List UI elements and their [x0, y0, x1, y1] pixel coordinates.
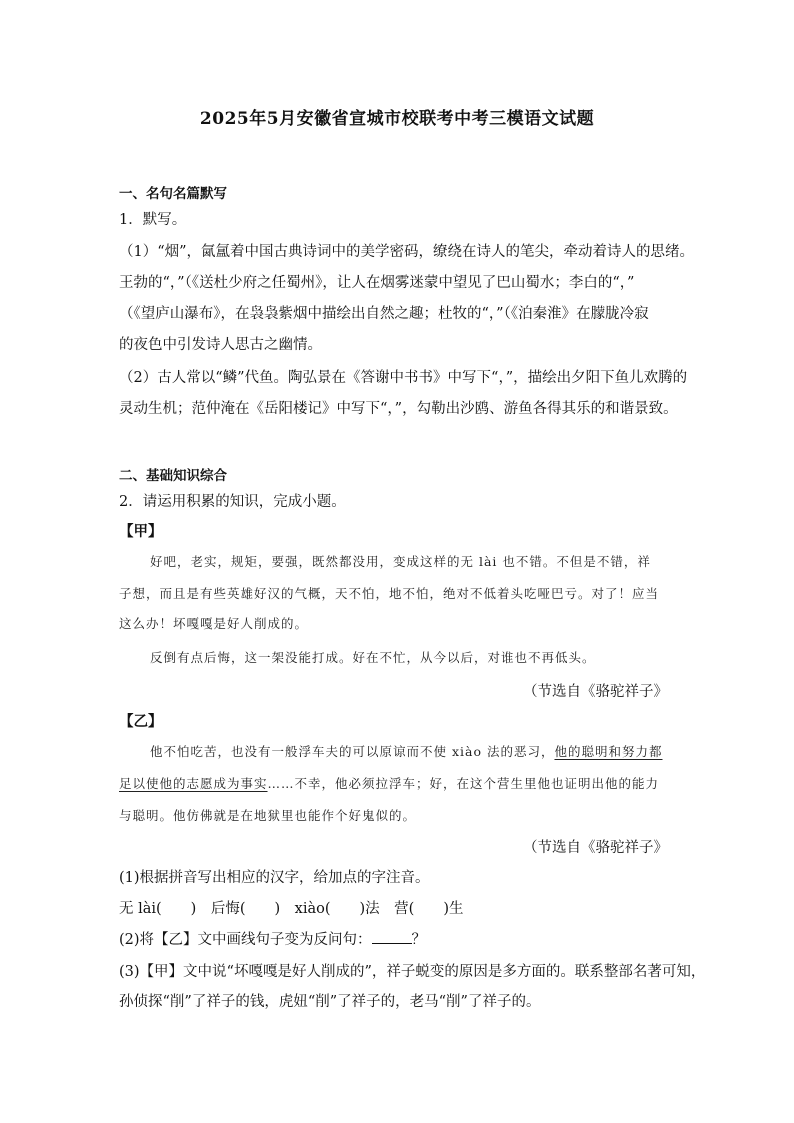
- yi-line-3: 与聪明。他仿佛就是在地狱里也能作个好鬼似的。: [119, 808, 417, 823]
- answer-blank[interactable]: [372, 931, 412, 944]
- yi-underlined-sentence-part-1: 他的聪明和努力都: [554, 744, 663, 759]
- question-1-label: 1．默写。: [119, 212, 187, 228]
- sub-question-1: (1)根据拼音写出相应的汉字，给加点的字注音。: [119, 870, 430, 886]
- jia-line-3: 这么办！坏嘎嘎是好人削成的。: [119, 616, 309, 631]
- jia-line-2: 子想，而且是有些英雄好汉的气概，天不怕，地不怕，绝对不低着头吃哑巴亏。对了！应当: [119, 586, 660, 601]
- jia-line-4: 反倒有点后悔，这一架没能打成。好在不忙，从今以后，对谁也不再低头。: [150, 650, 596, 665]
- sub-question-2-text: (2)将【乙】文中画线句子变为反问句：: [119, 932, 372, 948]
- yi-underlined-sentence-part-2: 足以使他的志愿成为事实: [119, 776, 268, 791]
- passage-yi-label: 【乙】: [119, 713, 163, 730]
- q1-line-1: （1）“烟”，氤氲着中国古典诗词中的美学密码，缭绕在诗人的笔尖，牵动着诗人的思绪。: [119, 244, 695, 260]
- q1-line-6: 灵动生机；范仲淹在《岳阳楼记》中写下“，”，勾勒出沙鸥、游鱼各得其乐的和谐景致。: [119, 401, 678, 417]
- q1-line-2: 王勃的“，”（《送杜少府之任蜀州》，让人在烟雾迷蒙中望见了巴山蜀水；李白的“，”: [119, 275, 635, 291]
- sub-question-1-items: 无 lài( ) 后悔( ) xiào( )法 营( )生: [119, 901, 464, 917]
- yi-line-1: [150, 742, 710, 760]
- q1-line-5: （2）古人常以“鳞”代鱼。陶弘景在《答谢中书书》中写下“，”，描绘出夕阳下鱼儿欢腾的: [119, 370, 688, 386]
- section-heading-2: 二、基础知识综合: [119, 468, 227, 484]
- sub-question-2-end: ？: [411, 932, 427, 948]
- yi-line-2: [119, 774, 679, 792]
- jia-line-1: 好吧，老实，规矩，要强，既然都没用，变成这样的无 lài 也不错。不但是不错，祥: [150, 554, 651, 569]
- passage-jia-label: 【甲】: [119, 523, 163, 540]
- yi-line-2-plain: ……不幸，他必须拉浮车；好，在这个营生里他也证明出他的能力: [267, 776, 660, 791]
- sub-question-3-line-2: 孙侦探“削”了祥子的钱，虎妞“削”了祥子的，老马“削”了祥子的。: [119, 994, 541, 1010]
- yi-source: （节选自《骆驼祥子》: [523, 840, 668, 856]
- yi-line-1-plain: 他不怕吃苦，也没有一般浮车夫的可以原谅而不使 xiào 法的恶习，: [150, 744, 555, 759]
- q1-line-3: （《望庐山瀑布》，在袅袅紫烟中描绘出自然之趣；杜牧的“，”（《泊秦淮》在朦胧冷寂: [119, 306, 649, 322]
- question-2-label: 2．请运用积累的知识，完成小题。: [119, 494, 346, 510]
- sub-question-2: [119, 928, 679, 949]
- section-heading-1: 一、名句名篇默写: [119, 186, 227, 202]
- sub-question-3-line-1: (3)【甲】文中说“坏嘎嘎是好人削成的”，祥子蜕变的原因是多方面的。联系整部名著可知，: [119, 964, 706, 980]
- q1-line-4: 的夜色中引发诗人思古之幽情。: [119, 337, 322, 353]
- jia-source: （节选自《骆驼祥子》: [523, 684, 668, 700]
- page-title: 2025年5月安徽省宣城市校联考中考三模语文试题: [199, 109, 595, 129]
